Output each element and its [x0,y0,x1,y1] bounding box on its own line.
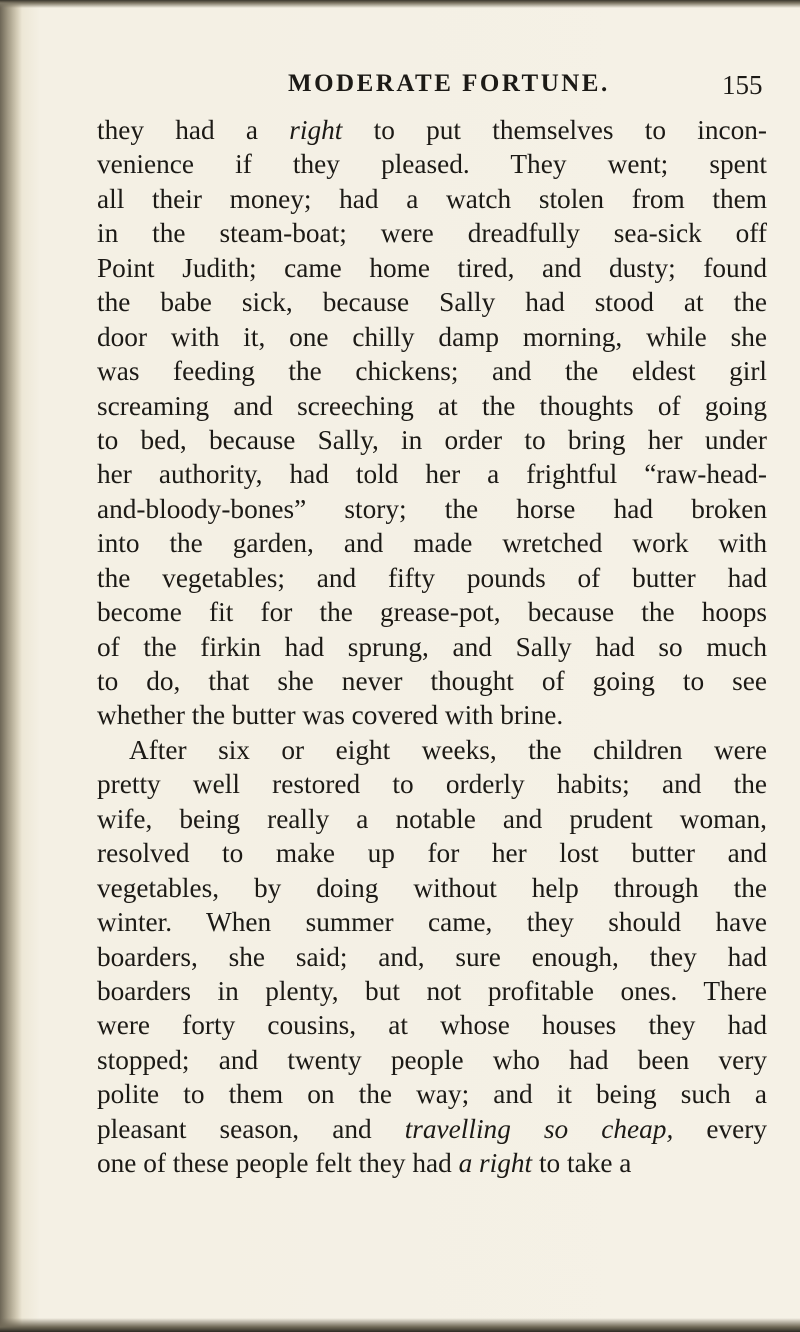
text-run: her authority, had told her a frightful “raw-head- [97,459,767,490]
text-line [97,595,767,629]
text-run: all their money; had a watch stolen from them [97,183,767,214]
text-line [97,147,767,181]
italic-text: travelling so cheap, [404,1113,674,1144]
text-line [97,561,767,595]
text-run: boarders, she said; and, sure enough, they had [97,941,767,972]
text-line [97,1146,767,1180]
text-run: one of these people felt they had [97,1148,459,1179]
text-line [97,664,767,698]
text-line [97,905,767,939]
text-run: they had a [97,115,290,145]
text-run: door with it, one chilly damp morning, while she [97,321,767,352]
text-run: polite to them on the way; and it being such a [97,1079,767,1110]
text-line [97,630,767,664]
text-run: to bed, because Sally, in order to bring her under [97,424,767,455]
text-run: After six or eight weeks, the children were [129,734,767,765]
text-run: the vegetables; and fifty pounds of butter had [97,562,767,593]
text-run: whether the butter was covered with brine. [97,700,564,731]
text-line [97,492,767,526]
text-line [97,940,767,974]
text-run: pretty well restored to orderly habits; and the [97,769,767,800]
running-title: MODERATE FORTUNE. [288,70,610,97]
text-run: venience if they pleased. They went; spent [97,149,767,180]
text-run: resolved to make up for her lost butter and [97,838,767,869]
text-line [97,182,767,216]
text-line [97,1008,767,1042]
text-line [97,285,767,319]
italic-text: a right [458,1148,533,1179]
text-line [97,733,767,767]
text-run: stopped; and twenty people who had been very [97,1044,767,1075]
text-line [97,1077,767,1111]
text-run: screaming and screeching at the thoughts of going [97,390,767,421]
body-text [97,113,767,1181]
text-line [97,698,767,732]
text-line [97,320,767,354]
text-line [97,251,767,285]
page-top-edge [0,0,800,8]
text-run: were forty cousins, at whose houses they had [97,1010,767,1041]
text-run: into the garden, and made wretched work with [97,528,767,559]
text-line [97,113,767,147]
text-run: to do, that she never thought of going to see [97,666,767,696]
text-run: to take a [532,1148,632,1179]
italic-text: right [289,115,343,145]
text-run: to put themselves to incon- [342,115,767,145]
text-run: was feeding the chickens; and the eldest girl [97,356,767,387]
text-line [97,389,767,423]
page-bottom-edge [0,1318,800,1332]
text-line [97,526,767,560]
text-line [97,802,767,836]
text-run: pleasant season, and [97,1113,405,1144]
text-line [97,1112,767,1146]
text-run: Point Judith; came home tired, and dusty; found [97,252,767,283]
text-line [97,423,767,457]
text-run: and-bloody-bones” story; the horse had broken [97,493,767,524]
text-line [97,216,767,250]
text-line [97,974,767,1008]
text-run: in the steam-boat; were dreadfully sea-sick off [97,218,767,249]
text-line [97,767,767,801]
text-line [97,836,767,870]
text-run: wife, being really a notable and prudent woman, [97,803,767,834]
text-run: become fit for the grease-pot, because the hoops [97,597,767,628]
text-line [97,871,767,905]
running-head [0,70,800,110]
text-run: boarders in plenty, but not profitable ones. There [97,975,767,1006]
page-gutter-shadow [0,0,22,1332]
page-number: 155 [722,70,763,100]
text-line [97,457,767,491]
text-run: winter. When summer came, they should have [97,907,767,938]
text-run: of the firkin had sprung, and Sally had so much [97,631,767,662]
text-line [97,354,767,388]
text-run: every [673,1113,767,1144]
text-run: the babe sick, because Sally had stood at the [97,287,767,318]
text-run: vegetables, by doing without help through the [97,872,767,903]
text-line [97,1043,767,1077]
